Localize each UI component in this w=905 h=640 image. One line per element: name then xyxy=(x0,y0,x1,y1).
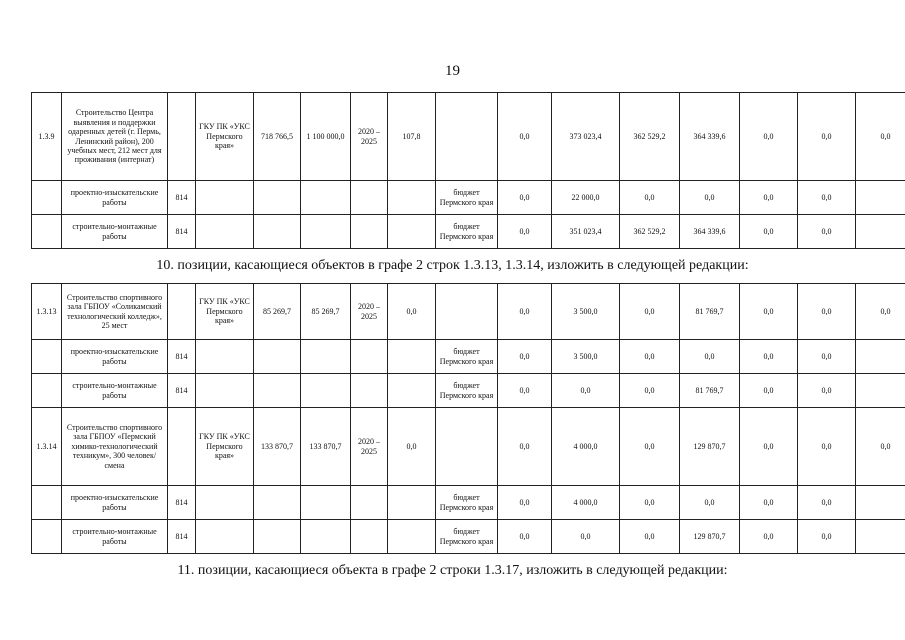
cell-readiness xyxy=(388,181,436,215)
cell-period xyxy=(351,181,388,215)
cell-readiness xyxy=(388,486,436,520)
cell-cost-est xyxy=(254,520,301,554)
cell-y2022: 0,0 xyxy=(680,340,740,374)
table-2 xyxy=(31,283,905,554)
cell-y2021: 0,0 xyxy=(620,520,680,554)
cell-num xyxy=(32,181,62,215)
cell-period xyxy=(351,215,388,249)
cell-cost-est: 718 766,5 xyxy=(254,93,301,181)
cell-y2019: 0,0 xyxy=(498,284,552,340)
cell-y2023: 0,0 xyxy=(740,340,798,374)
cell-readiness: 107,8 xyxy=(388,93,436,181)
cell-y2020: 3 500,0 xyxy=(552,284,620,340)
cell-y2020: 22 000,0 xyxy=(552,181,620,215)
cell-y2022: 81 769,7 xyxy=(680,284,740,340)
cell-y2019: 0,0 xyxy=(498,340,552,374)
cell-cost-limit xyxy=(301,486,351,520)
cell-y2025 xyxy=(856,215,905,249)
cell-period xyxy=(351,340,388,374)
table-row xyxy=(32,340,905,374)
cell-y2025 xyxy=(856,374,905,408)
cell-y2024: 0,0 xyxy=(798,486,856,520)
cell-source: бюджет Пермского края xyxy=(436,181,498,215)
cell-y2023: 0,0 xyxy=(740,408,798,486)
cell-name: Строительство спортивного зала ГБПОУ «Пермский химико-технологический техникум», 300 человек/смена xyxy=(62,408,168,486)
cell-y2024: 0,0 xyxy=(798,520,856,554)
cell-y2021: 0,0 xyxy=(620,486,680,520)
cell-code: 814 xyxy=(168,520,196,554)
cell-readiness: 0,0 xyxy=(388,284,436,340)
table-row xyxy=(32,486,905,520)
cell-y2020: 4 000,0 xyxy=(552,486,620,520)
cell-cost-est xyxy=(254,181,301,215)
cell-name: Строительство спортивного зала ГБПОУ «Соликамский технологический колледж», 25 мест xyxy=(62,284,168,340)
cell-num xyxy=(32,374,62,408)
cell-y2023: 0,0 xyxy=(740,520,798,554)
cell-cost-est xyxy=(254,374,301,408)
cell-cost-limit xyxy=(301,374,351,408)
cell-customer xyxy=(196,181,254,215)
cell-cost-est xyxy=(254,486,301,520)
cell-y2020: 373 023,4 xyxy=(552,93,620,181)
cell-y2019: 0,0 xyxy=(498,181,552,215)
cell-y2022: 364 339,6 xyxy=(680,93,740,181)
cell-name: строительно-монтажные работы xyxy=(62,374,168,408)
cell-customer: ГКУ ПК «УКС Пермского края» xyxy=(196,93,254,181)
cell-cost-limit: 85 269,7 xyxy=(301,284,351,340)
cell-y2025: 0,0 xyxy=(856,408,905,486)
cell-y2025: 0,0 xyxy=(856,93,905,181)
cell-y2024: 0,0 xyxy=(798,215,856,249)
cell-y2025 xyxy=(856,340,905,374)
cell-y2024: 0,0 xyxy=(798,374,856,408)
cell-y2019: 0,0 xyxy=(498,374,552,408)
cell-customer xyxy=(196,486,254,520)
cell-y2022: 129 870,7 xyxy=(680,408,740,486)
cell-code: 814 xyxy=(168,486,196,520)
cell-y2024: 0,0 xyxy=(798,181,856,215)
cell-name: строительно-монтажные работы xyxy=(62,215,168,249)
cell-readiness xyxy=(388,374,436,408)
cell-cost-est xyxy=(254,340,301,374)
cell-code xyxy=(168,408,196,486)
cell-y2023: 0,0 xyxy=(740,181,798,215)
cell-code: 814 xyxy=(168,340,196,374)
cell-y2020: 351 023,4 xyxy=(552,215,620,249)
cell-y2022: 81 769,7 xyxy=(680,374,740,408)
cell-period: 2020 – 2025 xyxy=(351,284,388,340)
cell-period xyxy=(351,374,388,408)
cell-source: бюджет Пермского края xyxy=(436,520,498,554)
cell-customer: ГКУ ПК «УКС Пермского края» xyxy=(196,408,254,486)
cell-customer xyxy=(196,340,254,374)
cell-y2023: 0,0 xyxy=(740,374,798,408)
table-1 xyxy=(31,92,905,249)
cell-y2020: 3 500,0 xyxy=(552,340,620,374)
cell-y2025: 0,0 xyxy=(856,284,905,340)
cell-period: 2020 – 2025 xyxy=(351,93,388,181)
table-row xyxy=(32,93,905,181)
cell-customer xyxy=(196,374,254,408)
cell-code: 814 xyxy=(168,374,196,408)
cell-cost-limit: 133 870,7 xyxy=(301,408,351,486)
cell-name: проектно-изыскательские работы xyxy=(62,340,168,374)
cell-cost-limit: 1 100 000,0 xyxy=(301,93,351,181)
table-row xyxy=(32,284,905,340)
cell-y2023: 0,0 xyxy=(740,93,798,181)
cell-name: проектно-изыскательские работы xyxy=(62,181,168,215)
cell-y2021: 362 529,2 xyxy=(620,93,680,181)
cell-cost-limit xyxy=(301,215,351,249)
cell-y2024: 0,0 xyxy=(798,284,856,340)
cell-num xyxy=(32,215,62,249)
cell-source xyxy=(436,93,498,181)
cell-y2023: 0,0 xyxy=(740,486,798,520)
cell-source: бюджет Пермского края xyxy=(436,340,498,374)
cell-customer xyxy=(196,520,254,554)
cell-customer xyxy=(196,215,254,249)
cell-num: 1.3.13 xyxy=(32,284,62,340)
cell-source: бюджет Пермского края xyxy=(436,215,498,249)
cell-y2019: 0,0 xyxy=(498,486,552,520)
table-row xyxy=(32,215,905,249)
table-row xyxy=(32,520,905,554)
cell-name: проектно-изыскательские работы xyxy=(62,486,168,520)
cell-y2021: 362 529,2 xyxy=(620,215,680,249)
cell-num xyxy=(32,520,62,554)
cell-source xyxy=(436,408,498,486)
cell-code xyxy=(168,284,196,340)
cell-y2022: 0,0 xyxy=(680,181,740,215)
cell-y2024: 0,0 xyxy=(798,340,856,374)
cell-source: бюджет Пермского края xyxy=(436,374,498,408)
table-row xyxy=(32,181,905,215)
cell-source xyxy=(436,284,498,340)
cell-num xyxy=(32,486,62,520)
cell-y2023: 0,0 xyxy=(740,215,798,249)
cell-period xyxy=(351,486,388,520)
cell-y2024: 0,0 xyxy=(798,408,856,486)
cell-customer: ГКУ ПК «УКС Пермского края» xyxy=(196,284,254,340)
table-row xyxy=(32,408,905,486)
cell-readiness xyxy=(388,340,436,374)
cell-y2025 xyxy=(856,486,905,520)
cell-y2020: 0,0 xyxy=(552,374,620,408)
paragraph-10: 10. позиции, касающиеся объектов в графе 2 строк 1.3.13, 1.3.14, изложить в следующей редакции: xyxy=(156,258,749,273)
cell-code: 814 xyxy=(168,181,196,215)
cell-readiness: 0,0 xyxy=(388,408,436,486)
cell-y2019: 0,0 xyxy=(498,93,552,181)
cell-y2021: 0,0 xyxy=(620,340,680,374)
page-number: 19 xyxy=(445,63,460,79)
cell-y2019: 0,0 xyxy=(498,520,552,554)
cell-code xyxy=(168,93,196,181)
cell-y2022: 364 339,6 xyxy=(680,215,740,249)
cell-source: бюджет Пермского края xyxy=(436,486,498,520)
cell-y2021: 0,0 xyxy=(620,408,680,486)
cell-period xyxy=(351,520,388,554)
cell-period: 2020 – 2025 xyxy=(351,408,388,486)
cell-name: строительно-монтажные работы xyxy=(62,520,168,554)
paragraph-11: 11. позиции, касающиеся объекта в графе 2 строки 1.3.17, изложить в следующей редакции: xyxy=(177,563,728,578)
cell-y2022: 129 870,7 xyxy=(680,520,740,554)
cell-y2024: 0,0 xyxy=(798,93,856,181)
cell-num xyxy=(32,340,62,374)
cell-y2020: 0,0 xyxy=(552,520,620,554)
cell-y2019: 0,0 xyxy=(498,408,552,486)
cell-y2021: 0,0 xyxy=(620,181,680,215)
cell-y2021: 0,0 xyxy=(620,374,680,408)
cell-y2019: 0,0 xyxy=(498,215,552,249)
cell-cost-est: 85 269,7 xyxy=(254,284,301,340)
cell-y2025 xyxy=(856,520,905,554)
cell-y2020: 4 000,0 xyxy=(552,408,620,486)
cell-cost-limit xyxy=(301,340,351,374)
cell-num: 1.3.14 xyxy=(32,408,62,486)
cell-readiness xyxy=(388,215,436,249)
cell-cost-est xyxy=(254,215,301,249)
cell-y2021: 0,0 xyxy=(620,284,680,340)
cell-y2023: 0,0 xyxy=(740,284,798,340)
cell-name: Строительство Центра выявления и поддержки одаренных детей (г. Пермь, Ленинский район), 200 учебных мест, 212 мест для проживания (интернат) xyxy=(62,93,168,181)
cell-code: 814 xyxy=(168,215,196,249)
cell-readiness xyxy=(388,520,436,554)
cell-cost-limit xyxy=(301,520,351,554)
cell-cost-est: 133 870,7 xyxy=(254,408,301,486)
cell-cost-limit xyxy=(301,181,351,215)
cell-y2022: 0,0 xyxy=(680,486,740,520)
cell-y2025 xyxy=(856,181,905,215)
cell-num: 1.3.9 xyxy=(32,93,62,181)
table-row xyxy=(32,374,905,408)
